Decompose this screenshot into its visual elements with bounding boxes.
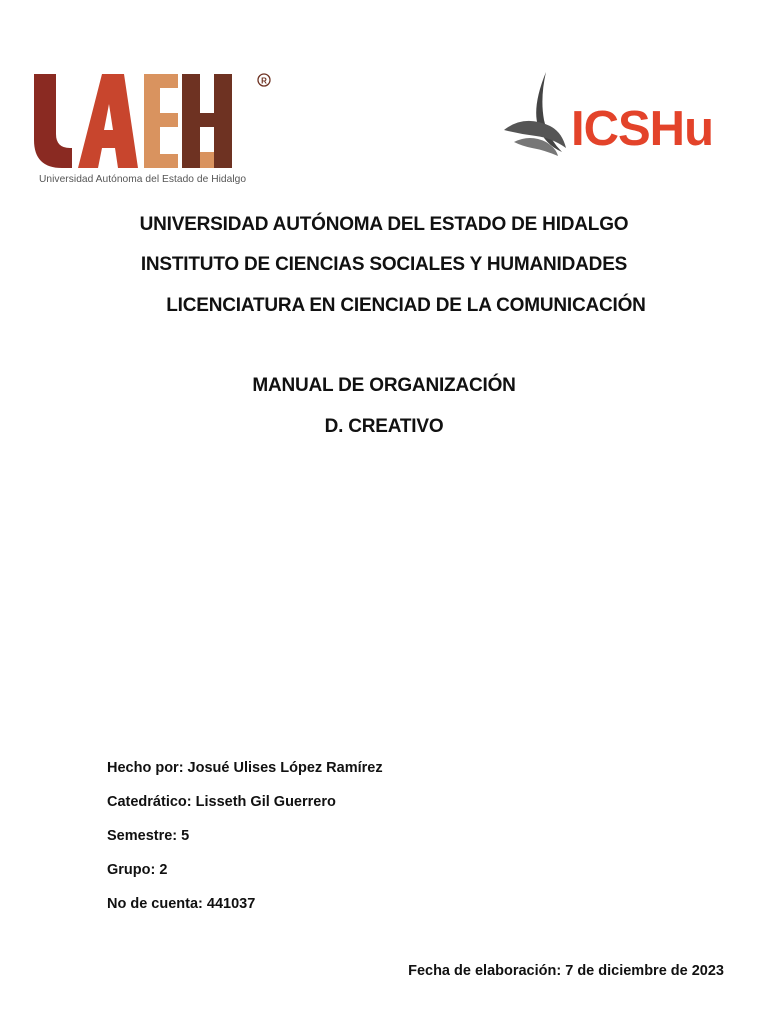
university-heading: UNIVERSIDAD AUTÓNOMA DEL ESTADO DE HIDALGO [139,214,629,235]
icshu-wordmark: ICSHu [571,102,713,156]
uaeh-logo [32,68,277,190]
student-info [107,758,383,928]
account-line: No de cuenta: 441037 [107,896,256,912]
elaboration-date: Fecha de elaboración: 7 de diciembre de 2023 [408,963,724,979]
uaeh-logo-caption: Universidad Autónoma del Estado de Hidalgo [39,174,247,185]
author-line: Hecho por: Josué Ulises López Ramírez [107,760,383,776]
leaf-emblem-icon [500,68,580,164]
svg-text:R: R [261,76,267,86]
professor-line: Catedrático: Lisseth Gil Guerrero [107,794,336,810]
uaeh-logo-mark [32,68,277,174]
icshu-logo [500,68,752,164]
department-title: D. CREATIVO [324,416,444,437]
semester-line: Semestre: 5 [107,828,190,844]
degree-heading: LICENCIATURA EN CIENCIAD DE LA COMUNICACIÓN [166,295,646,316]
group-line: Grupo: 2 [107,862,168,878]
institute-heading: INSTITUTO DE CIENCIAS SOCIALES Y HUMANIDADES [140,254,628,275]
manual-title: MANUAL DE ORGANIZACIÓN [252,375,516,396]
